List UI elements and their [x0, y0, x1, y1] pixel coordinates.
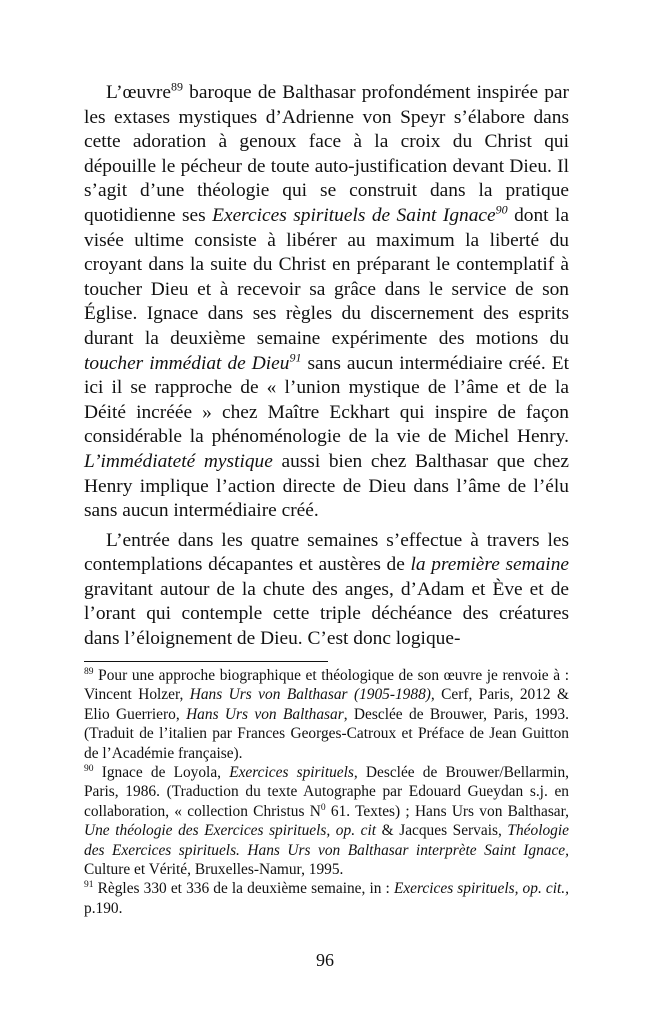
italic-text: Hans Urs von Balthasar (1905-1988), [189, 686, 435, 704]
italic-text: Exercices spirituels de Saint Ignace [212, 204, 496, 226]
italic-text: L’immédiateté mystique [84, 450, 273, 472]
paragraph [84, 529, 569, 652]
footnote-ref: 90 [84, 762, 94, 774]
page-number: 96 [316, 950, 334, 970]
text-run: p.190. [84, 899, 123, 917]
text-run: & Jacques Servais, [376, 822, 508, 840]
text-run: Culture et Vérité, Bruxelles-Namur, 1995. [84, 861, 344, 879]
italic-text: Hans Urs von Balthasar [186, 705, 344, 723]
text-run: L’œuvre [106, 82, 171, 103]
text-run: baroque de Balthasar profondément inspirée par les extases mystiques d’Adrienne von Speyr s’élabore dans cette adoration à genoux face à la croix du Christ qui dépouille le pécheur de toute auto-justification devant Dieu. Il s’agit d’une théologie qui se construit dans la pratique quotidienne ses [84, 82, 569, 226]
italic-text: Théologie des Exercices spirituels. Hans Urs von Balthasar interprète Saint Ignace, [84, 822, 569, 859]
paragraph [84, 81, 569, 524]
footnote-91 [84, 879, 569, 918]
italic-text: toucher immédiat de Dieu [84, 352, 290, 374]
text-run: Pour une approche biographique et théologique de son œuvre je renvoie à : Vincent Holzer, [84, 667, 569, 704]
main-text [84, 81, 569, 657]
footnotes [84, 666, 569, 918]
footnote-90 [84, 763, 569, 879]
italic-text: Une théologie des Exercices spirituels, op. cit [84, 822, 377, 840]
footnote-ref: 91 [84, 879, 94, 891]
footnote-ref: 89 [170, 79, 183, 94]
text-run: Cerf, Paris, 2012 & Elio Guerriero, [84, 686, 570, 723]
text-run: Règles 330 et 336 de la deuxième semaine, in : [93, 880, 394, 898]
italic-text: Exercices spirituels, op. cit., [393, 880, 569, 898]
text-run: Ignace de Loyola, [93, 764, 230, 782]
text-run: , Desclée de Brouwer, Paris, 1993. (Traduit de l’italien par Frances Georges-Catroux et Préface de Jean Guitton de l’Académie française). [84, 705, 569, 762]
text-run: , Desclée de Brouwer/Bellarmin, Paris, 1986. (Traduction du texte Autographe par Edouard Gueydan s.j. en collaboration, « collection Christus N [84, 764, 569, 820]
text-run: 61. Textes) ; Hans Urs von Balthasar, [325, 802, 569, 820]
footnote-ref: 90 [495, 202, 508, 217]
text-run: sans aucun intermédiaire créé. Et ici il se rapproche de « l’union mystique de l’âme et de la Déité incréée » chez Maître Eckhart qui inspire de façon considérable la phénoménologie de la vie de Michel Henry. [84, 352, 570, 448]
text-run: gravitant autour de la chute des anges, d’Adam et Ève et de l’orant qui contemple cette triple déchéance des créatures dans l’éloignement de Dieu. C’est donc logique- [84, 578, 569, 650]
text-run: aussi bien chez Balthasar que chez Henry implique l’action directe de Dieu dans l’âme de l’élu sans aucun intermédiaire créé. [84, 450, 569, 522]
footnote-ref: 89 [84, 665, 94, 677]
footnote-ref: 0 [320, 801, 326, 813]
text-run: dont la visée ultime consiste à libérer au maximum la liberté du croyant dans la suite du Christ en préparant le contemplatif à toucher Dieu et à recevoir sa grâce dans le service de son Église. Ignace dans ses règles du discernement des esprits durant la deuxième semaine expérimente des motions du [84, 204, 569, 349]
italic-text: la première semaine [410, 554, 569, 576]
footnote-separator [84, 661, 328, 662]
text-run: L’entrée dans les quatre semaines s’effectue à travers les contemplations décapantes et austères de [84, 529, 569, 576]
italic-text: Exercices spirituels [229, 764, 354, 782]
footnote-89 [84, 666, 569, 763]
footnote-ref: 91 [289, 350, 302, 365]
